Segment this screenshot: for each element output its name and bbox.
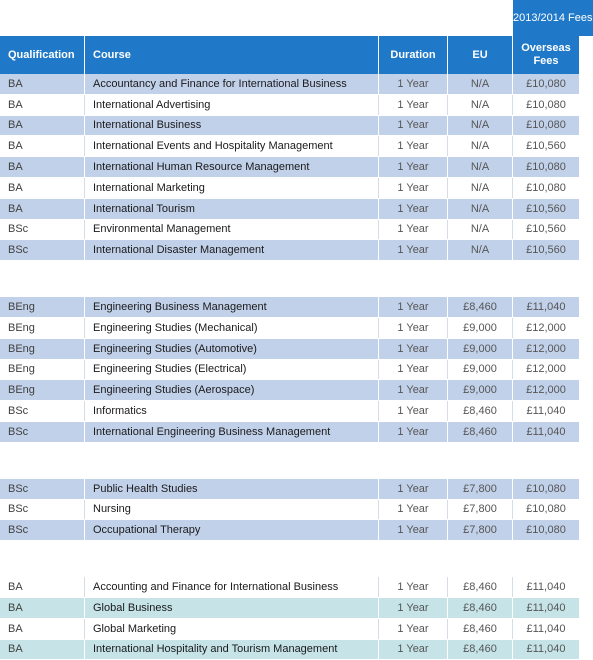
table-body: [0, 577, 579, 660]
table-row: [0, 116, 579, 137]
eu-fee-cell: £8,460: [448, 619, 513, 639]
column-header-overseas: Overseas Fees: [521, 42, 571, 67]
duration-cell: 1 Year: [379, 178, 448, 198]
eu-fee-cell: N/A: [448, 199, 513, 219]
duration-cell: 1 Year: [379, 520, 448, 540]
eu-fee-cell: N/A: [448, 178, 513, 198]
section-title: Faculty of Business, Environment and Society: [0, 0, 513, 36]
duration-cell: 1 Year: [379, 74, 448, 94]
duration-cell: 1 Year: [379, 240, 448, 260]
duration-cell: 1 Year: [379, 339, 448, 359]
course-cell: Engineering Business Management: [85, 297, 379, 317]
eu-fee-cell: £8,460: [448, 577, 513, 597]
qualification-cell: BA: [0, 74, 85, 94]
eu-fee-cell: £8,460: [448, 401, 513, 421]
table-row: [0, 422, 579, 443]
section-title: Faculty of Health and Life Sciences: [9, 451, 268, 470]
qualification-cell: BSc: [0, 422, 85, 442]
course-cell: International Engineering Business Management: [85, 422, 379, 442]
section-business: [0, 0, 593, 261]
overseas-fee-cell: £11,040: [513, 640, 579, 660]
qualification-cell: BSc: [0, 240, 85, 260]
fees-year-header: 2013/2014 Fees: [513, 0, 593, 36]
duration-cell: 1 Year: [379, 500, 448, 520]
course-cell: International Hospitality and Tourism Management: [85, 640, 379, 660]
course-cell: International Advertising: [85, 95, 379, 115]
course-cell: Informatics: [85, 401, 379, 421]
qualification-cell: BEng: [0, 318, 85, 338]
overseas-fee-cell: £12,000: [513, 339, 579, 359]
qualification-cell: BA: [0, 619, 85, 639]
qualification-cell: BSc: [0, 520, 85, 540]
overseas-fee-cell: £10,560: [513, 220, 579, 240]
table-row: [0, 640, 579, 660]
overseas-fee-cell: £10,080: [513, 178, 579, 198]
qualification-cell: BA: [0, 95, 85, 115]
eu-fee-cell: N/A: [448, 95, 513, 115]
section-header: [0, 541, 579, 577]
duration-cell: 1 Year: [379, 318, 448, 338]
table-row: [0, 240, 579, 261]
section-header: [0, 443, 579, 479]
course-cell: Occupational Therapy: [85, 520, 379, 540]
qualification-cell: BA: [0, 116, 85, 136]
table-row: [0, 520, 579, 541]
section-header: [0, 0, 593, 36]
qualification-cell: BA: [0, 178, 85, 198]
duration-cell: 1 Year: [379, 199, 448, 219]
duration-cell: 1 Year: [379, 479, 448, 499]
qualification-cell: BEng: [0, 380, 85, 400]
course-cell: Public Health Studies: [85, 479, 379, 499]
table-row: [0, 577, 579, 598]
qualification-cell: BA: [0, 598, 85, 618]
eu-fee-cell: £8,460: [448, 640, 513, 660]
section-header: [0, 261, 579, 297]
overseas-fee-cell: £12,000: [513, 318, 579, 338]
table-row: [0, 619, 579, 640]
table-row: [0, 136, 579, 157]
table-body: [0, 479, 579, 541]
eu-fee-cell: N/A: [448, 116, 513, 136]
duration-cell: 1 Year: [379, 598, 448, 618]
course-cell: International Marketing: [85, 178, 379, 198]
column-header-duration: Duration: [379, 36, 448, 74]
course-cell: Engineering Studies (Mechanical): [85, 318, 379, 338]
qualification-cell: BA: [0, 577, 85, 597]
column-header-row: [0, 36, 579, 74]
duration-cell: 1 Year: [379, 640, 448, 660]
eu-fee-cell: £9,000: [448, 339, 513, 359]
overseas-fee-cell: £10,560: [513, 240, 579, 260]
overseas-fee-cell: £10,080: [513, 157, 579, 177]
table-body: [0, 297, 579, 443]
column-header-qualification: Qualification: [0, 36, 85, 74]
course-cell: International Events and Hospitality Management: [85, 136, 379, 156]
qualification-cell: BA: [0, 157, 85, 177]
course-cell: Engineering Studies (Automotive): [85, 339, 379, 359]
qualification-cell: BEng: [0, 360, 85, 380]
duration-cell: 1 Year: [379, 360, 448, 380]
overseas-fee-cell: £10,560: [513, 199, 579, 219]
overseas-fee-cell: £10,080: [513, 500, 579, 520]
eu-fee-cell: N/A: [448, 136, 513, 156]
overseas-fee-cell: £10,080: [513, 95, 579, 115]
duration-cell: 1 Year: [379, 401, 448, 421]
table-row: [0, 199, 579, 220]
table-row: [0, 360, 579, 381]
course-cell: Global Marketing: [85, 619, 379, 639]
table-row: [0, 598, 579, 619]
qualification-cell: BEng: [0, 339, 85, 359]
table-body: [0, 74, 579, 261]
course-cell: Accounting and Finance for International Business: [85, 577, 379, 597]
qualification-cell: BA: [0, 640, 85, 660]
overseas-fee-cell: £11,040: [513, 598, 579, 618]
table-row: [0, 318, 579, 339]
eu-fee-cell: £8,460: [448, 598, 513, 618]
overseas-fee-cell: £11,040: [513, 577, 579, 597]
overseas-fee-cell: £10,560: [513, 136, 579, 156]
overseas-fee-cell: £11,040: [513, 297, 579, 317]
qualification-cell: BSc: [0, 401, 85, 421]
duration-cell: 1 Year: [379, 380, 448, 400]
duration-cell: 1 Year: [379, 136, 448, 156]
overseas-fee-cell: £11,040: [513, 619, 579, 639]
course-cell: Accountancy and Finance for International Business: [85, 74, 379, 94]
overseas-fee-cell: £12,000: [513, 380, 579, 400]
table-row: [0, 74, 579, 95]
overseas-fee-cell: £10,080: [513, 479, 579, 499]
course-cell: Engineering Studies (Aerospace): [85, 380, 379, 400]
table-row: [0, 401, 579, 422]
eu-fee-cell: £7,800: [448, 479, 513, 499]
section-engineering: [0, 261, 579, 443]
qualification-cell: BEng: [0, 297, 85, 317]
overseas-fee-cell: £12,000: [513, 360, 579, 380]
table-row: [0, 178, 579, 199]
table-row: [0, 500, 579, 521]
eu-fee-cell: N/A: [448, 240, 513, 260]
eu-fee-cell: £9,000: [448, 360, 513, 380]
course-cell: Nursing: [85, 500, 379, 520]
section-health: [0, 443, 579, 541]
table-row: [0, 479, 579, 500]
overseas-fee-cell: £11,040: [513, 401, 579, 421]
table-row: [0, 380, 579, 401]
section-title: Faculty of Engineering and Computing: [9, 269, 290, 288]
table-row: [0, 220, 579, 241]
duration-cell: 1 Year: [379, 220, 448, 240]
course-cell: International Business: [85, 116, 379, 136]
eu-fee-cell: £7,800: [448, 500, 513, 520]
duration-cell: 1 Year: [379, 116, 448, 136]
eu-fee-cell: £8,460: [448, 422, 513, 442]
overseas-fee-cell: £11,040: [513, 422, 579, 442]
table-row: [0, 157, 579, 178]
duration-cell: 1 Year: [379, 95, 448, 115]
course-cell: Environmental Management: [85, 220, 379, 240]
overseas-fee-cell: £10,080: [513, 520, 579, 540]
eu-fee-cell: £9,000: [448, 318, 513, 338]
course-cell: International Tourism: [85, 199, 379, 219]
duration-cell: 1 Year: [379, 619, 448, 639]
eu-fee-cell: £8,460: [448, 297, 513, 317]
qualification-cell: BA: [0, 199, 85, 219]
qualification-cell: BA: [0, 136, 85, 156]
table-row: [0, 339, 579, 360]
eu-fee-cell: N/A: [448, 157, 513, 177]
eu-fee-cell: £7,800: [448, 520, 513, 540]
column-header-eu: EU: [448, 36, 513, 74]
duration-cell: 1 Year: [379, 157, 448, 177]
course-cell: Global Business: [85, 598, 379, 618]
overseas-fee-cell: £10,080: [513, 116, 579, 136]
qualification-cell: BSc: [0, 500, 85, 520]
eu-fee-cell: N/A: [448, 220, 513, 240]
course-cell: Engineering Studies (Electrical): [85, 360, 379, 380]
column-header-course: Course: [85, 36, 379, 74]
section-title: Coventry University London Campus: [9, 549, 278, 568]
eu-fee-cell: £9,000: [448, 380, 513, 400]
duration-cell: 1 Year: [379, 297, 448, 317]
qualification-cell: BSc: [0, 479, 85, 499]
section-london-campus: [0, 541, 579, 660]
course-cell: International Human Resource Management: [85, 157, 379, 177]
duration-cell: 1 Year: [379, 577, 448, 597]
eu-fee-cell: N/A: [448, 74, 513, 94]
overseas-fee-cell: £10,080: [513, 74, 579, 94]
table-row: [0, 297, 579, 318]
table-row: [0, 95, 579, 116]
qualification-cell: BSc: [0, 220, 85, 240]
duration-cell: 1 Year: [379, 422, 448, 442]
course-cell: International Disaster Management: [85, 240, 379, 260]
